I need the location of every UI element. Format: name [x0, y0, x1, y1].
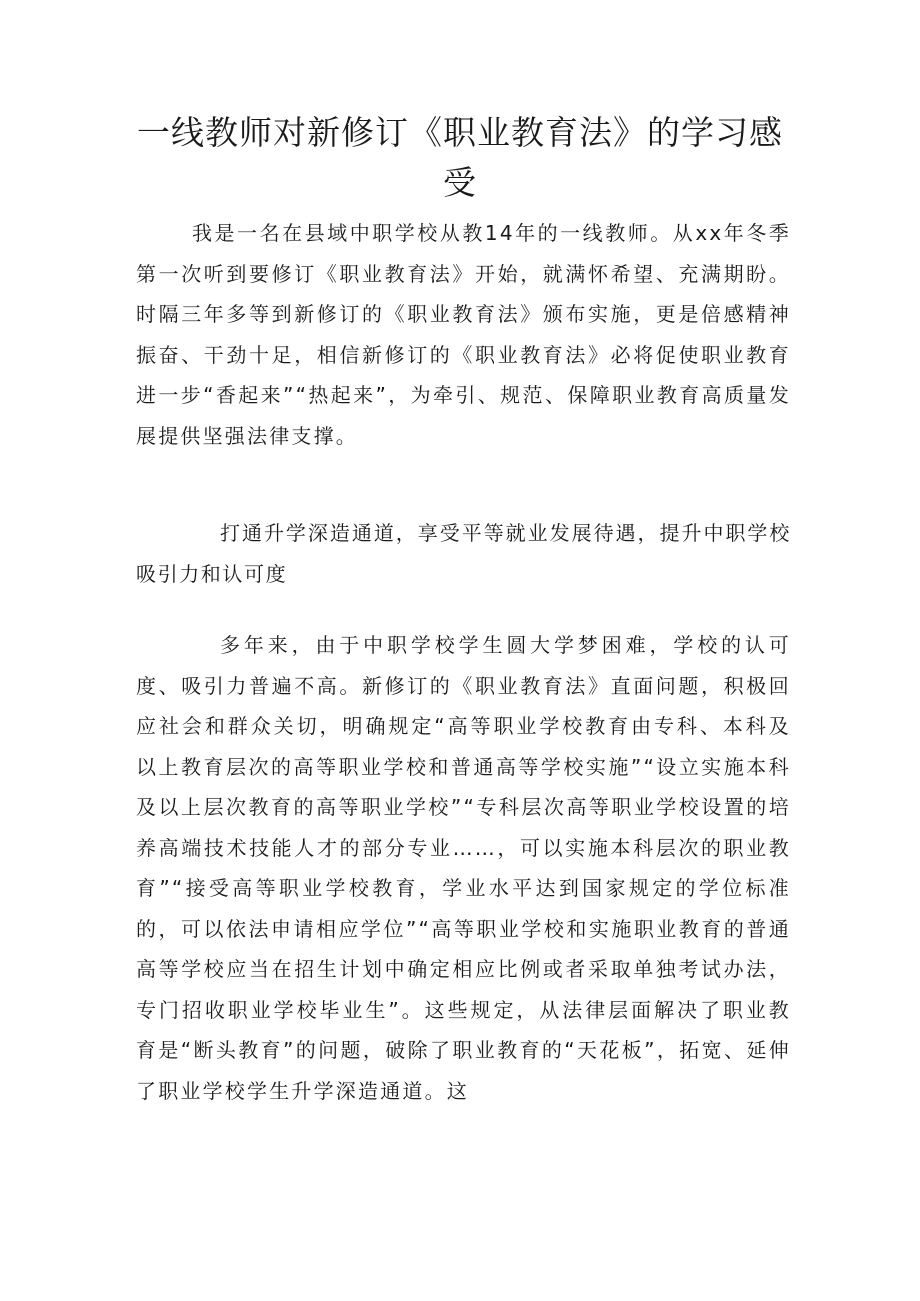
paragraph-body: 多年来，由于中职学校学生圆大学梦困难，学校的认可度、吸引力普遍不高。新修订的《职业教育法》直面问题，积极回应社会和群众关切，明确规定“高等职业学校教育由专科、本科及以上教育层次的高等职业学校和普通高等学校实施”“设立实施本科及以上层次教育的高等职业学校”“专科层次高等职业学校设置的培养高端技术技能人才的部分专业……，可以实施本科层次的职业教育”“接受高等职业学校教育，学业水平达到国家规定的学位标准的，可以依法申请相应学位”“高等职业学校和实施职业教育的普通高等学校应当在招生计划中确定相应比例或者采取单独考试办法，专门招收职业学校毕业生”。这些规定，从法律层面解决了职业教育是“断头教育”的问题，破除了职业教育的“天花板”，拓宽、延伸了职业学校学生升学深造通道。这 [136, 633, 791, 1103]
document-title: 一线教师对新修订《职业教育法》的学习感受 [137, 113, 783, 202]
paragraph-section-heading: 打通升学深造通道，享受平等就业发展待遇，提升中职学校吸引力和认可度 [136, 521, 791, 586]
paragraph-intro: 我是一名在县域中职学校从教14年的一线教师。从xx年冬季第一次听到要修订《职业教育法》开始，就满怀希望、充满期盼。时隔三年多等到新修订的《职业教育法》颁布实施，更是倍感精神振奋、干劲十足，相信新修订的《职业教育法》必将促使职业教育进一步“香起来”“热起来”，为牵引、规范、保障职业教育高质量发展提供坚强法律支撑。 [136, 221, 791, 448]
